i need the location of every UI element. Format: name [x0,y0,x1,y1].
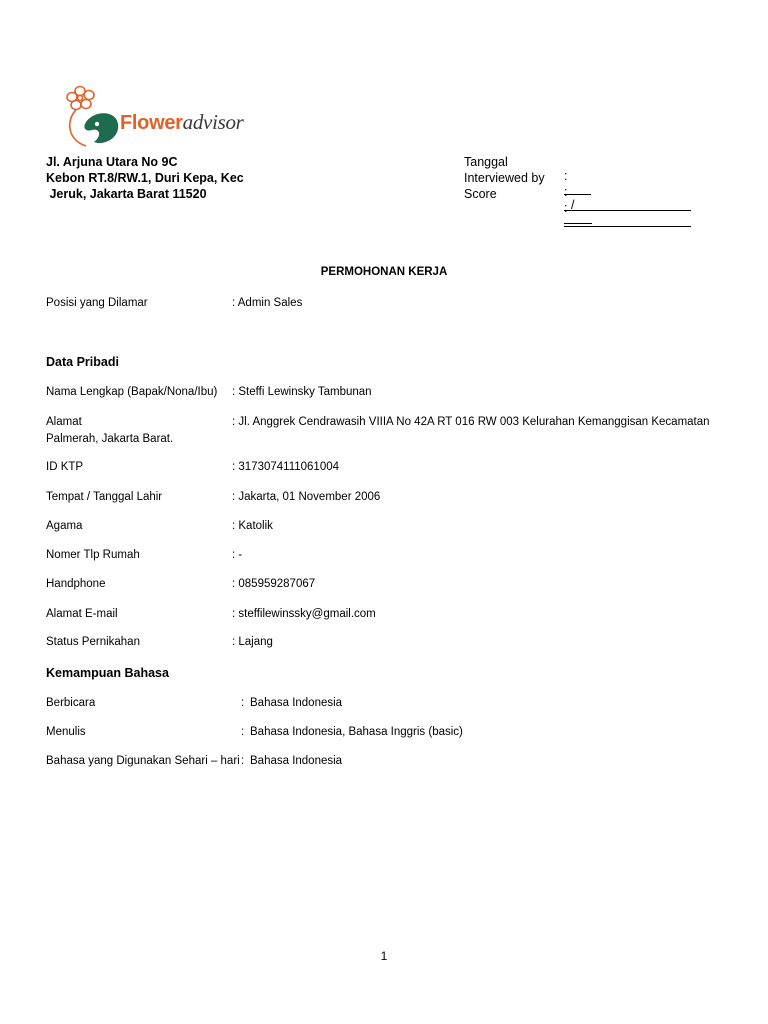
address-label: Alamat [46,416,82,428]
birth-value: : Jakarta, 01 November 2006 [232,491,381,503]
score-label: Score [464,187,497,201]
position-value: : Admin Sales [232,297,303,309]
address-line-3: Jeruk, Jakarta Barat 11520 [46,187,207,201]
home-phone-label: Nomer Tlp Rumah [46,549,140,561]
ktp-label: ID KTP [46,461,84,473]
speaking-label: Berbicara [46,697,96,709]
address-value-continuation: Palmerah, Jakarta Barat. [46,433,174,445]
writing-colon: : [241,726,245,738]
ktp-value: : 3173074111061004 [232,461,340,473]
interviewed-colon: : [563,185,568,199]
score-field[interactable] [557,187,691,230]
logo-word-advisor: advisor [182,110,244,134]
writing-value: Bahasa Indonesia, Bahasa Inggris (basic) [250,726,463,738]
religion-label: Agama [46,520,83,532]
position-label: Posisi yang Dilamar [46,297,148,309]
email-value: : steffilewinssky@gmail.com [232,608,376,620]
address-value: : Jl. Anggrek Cendrawasih VIIIA No 42A RT 016 RW 003 Kelurahan Kemanggisan Kecamatan [232,416,710,428]
speaking-colon: : [241,697,245,709]
handphone-label: Handphone [46,578,106,590]
company-logo [64,84,244,150]
tanggal-slash: / [570,198,575,212]
religion-value: : Katolik [232,520,273,532]
score-colon: : [563,201,568,215]
interviewed-label: Interviewed by [464,171,545,185]
daily-language-value: Bahasa Indonesia [250,755,343,767]
speaking-value: Bahasa Indonesia [250,697,343,709]
full-name-label: Nama Lengkap (Bapak/Nona/Ibu) [46,386,218,398]
handphone-value: : 085959287067 [232,578,316,590]
tanggal-colon: : [563,169,568,183]
home-phone-value: : - [232,549,243,561]
writing-label: Menulis [46,726,86,738]
address-line-1: Jl. Arjuna Utara No 9C [46,155,178,169]
flower-logo-icon [64,84,124,150]
daily-language-label: Bahasa yang Digunakan Sehari – hari [46,755,240,767]
document-title: PERMOHONAN KERJA [320,266,448,278]
language-heading: Kemampuan Bahasa [46,666,169,680]
tanggal-label: Tanggal [464,155,508,169]
personal-data-heading: Data Pribadi [46,355,119,369]
score-blank[interactable] [564,215,691,227]
full-name-value: : Steffi Lewinsky Tambunan [232,386,372,398]
address-line-2: Kebon RT.8/RW.1, Duri Kepa, Kec [46,171,244,185]
daily-language-colon: : [241,755,245,767]
page-number: 1 [380,949,388,963]
birth-label: Tempat / Tanggal Lahir [46,491,163,503]
logo-wordmark [120,110,244,135]
marital-status-value: : Lajang [232,636,273,648]
logo-word-flower: Flower [120,112,183,134]
marital-status-label: Status Pernikahan [46,636,140,648]
email-label: Alamat E-mail [46,608,118,620]
